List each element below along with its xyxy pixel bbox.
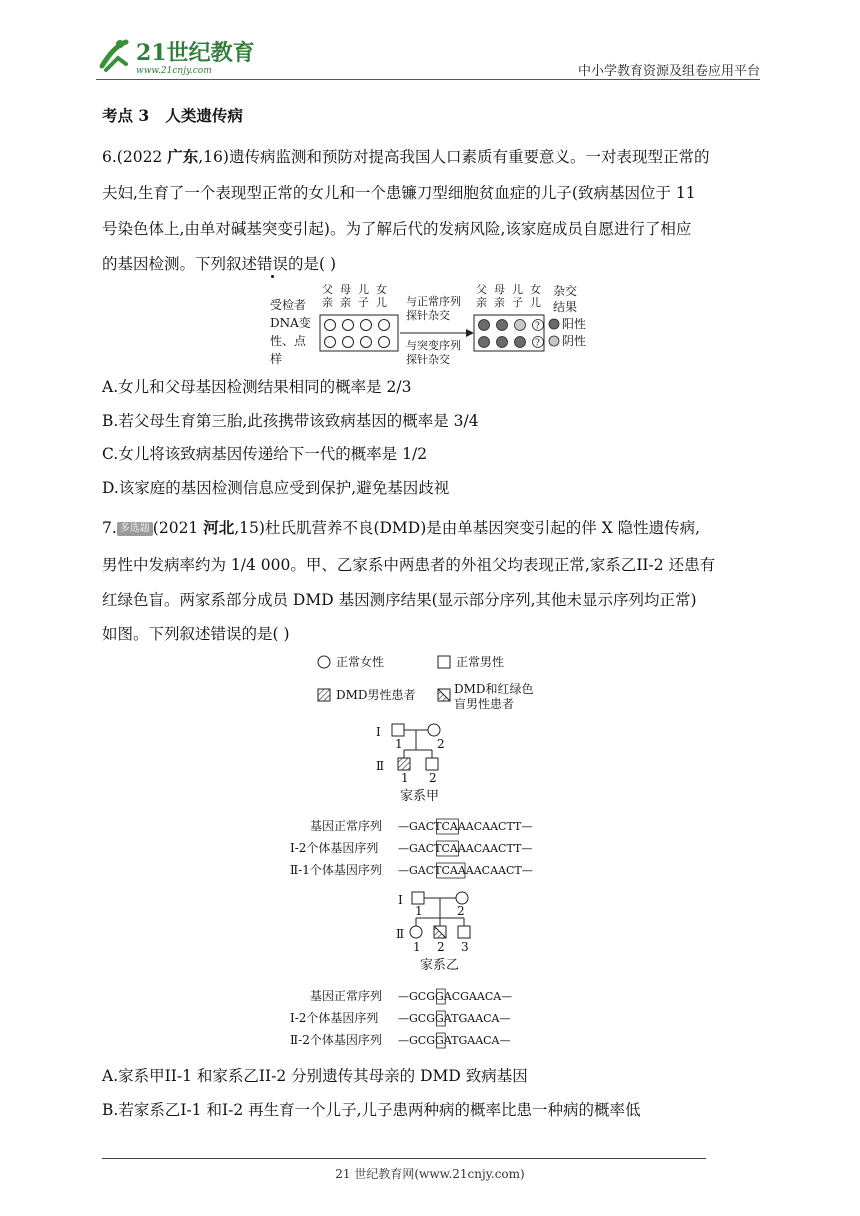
q6-emphasis-text: 错误: [257, 255, 289, 273]
member-label: 女儿: [530, 283, 541, 309]
sequence-text: —GCGGATGAACA—: [398, 1034, 511, 1047]
famB-sequence-table: [290, 988, 512, 1048]
result-circle-positive: [479, 337, 490, 348]
result-circle-negative: [515, 320, 526, 331]
q6-option-d: D.该家庭的基因检测信息应受到保护,避免基因歧视: [102, 479, 450, 497]
sequence-label: Ⅱ-1个体基因序列: [290, 863, 382, 877]
q6-option-b: B.若父母生育第三胎,此孩携带该致病基因的概率是 3/4: [102, 412, 479, 430]
q6-left-circles: [325, 320, 390, 348]
q7-line-1: [102, 518, 700, 538]
famA-I1-male: [392, 724, 404, 736]
legend-negative-dot: [549, 336, 559, 346]
famA-II1-num: 1: [401, 771, 409, 785]
result-circle-positive: [479, 320, 490, 331]
legend-normal-female: 正常女性: [336, 655, 385, 669]
legend-dmd-male: DMD男性患者: [336, 688, 416, 702]
runner-icon: [102, 40, 126, 70]
section-title: 人类遗传病: [165, 106, 243, 125]
member-label: 母亲: [340, 283, 351, 309]
q7-option-a: A.家系甲II-1 和家系乙II-2 分别遗传其母亲的 DMD 致病基因: [102, 1067, 528, 1085]
q6-stem-1: 遗传病监测和预防对提高我国人口素质有重要意义。一对表现型正常的: [228, 148, 710, 166]
legend-dmd-cb-male-1: DMD和红绿色: [454, 682, 534, 696]
famB-II3-num: 3: [461, 940, 469, 954]
q6-source-open: (2022: [116, 148, 168, 166]
sample-circle: [325, 337, 336, 348]
sequence-label: 基因正常序列: [310, 819, 383, 833]
legend-normal-female-icon: [318, 656, 330, 668]
famB-I2-num: 2: [457, 904, 465, 918]
sample-circle: [361, 320, 372, 331]
q6-left-label-3: 性、点: [270, 334, 307, 348]
q6-result-title-1: 杂交: [553, 284, 578, 298]
header-divider: [96, 79, 760, 80]
member-label: 父亲: [476, 283, 487, 309]
q6-probe-normal-1: 与正常序列: [406, 295, 461, 308]
famA-II2-num: 2: [429, 771, 437, 785]
q6-line-2: 夫妇,生育了一个表现型正常的女儿和一个患镰刀型细胞贫血症的儿子(致病基因位于 11: [102, 184, 696, 202]
q7-option-b: B.若家系乙I-1 和I-2 再生育一个儿子,儿子患两种病的概率比患一种病的概率低: [102, 1101, 641, 1119]
q6-result-title-2: 结果: [553, 300, 578, 314]
q6-number: 6.: [102, 148, 117, 166]
logo-text: 21世纪教育: [136, 40, 255, 66]
q6-left-label-2: DNA变: [270, 316, 311, 330]
sample-circle: [361, 337, 372, 348]
famB-I1-male: [412, 892, 424, 904]
q6-source-region: 广东: [167, 147, 199, 166]
q6-members-left: [322, 282, 387, 309]
legend-normal-male: 正常男性: [456, 655, 505, 669]
q6-probe-normal-2: 探针杂交: [406, 309, 450, 322]
legend-negative-label: 阴性: [562, 334, 587, 348]
unknown-mark: ?: [535, 338, 540, 349]
famB-I2-female: [456, 892, 468, 904]
q6-stem-4a: 的基因检测。下列叙述: [102, 255, 258, 273]
sequence-text: —GACTCAAACAACTT—: [398, 842, 533, 855]
legend-positive-dot: [549, 319, 559, 329]
multi-choice-tag: 多选题: [117, 522, 153, 536]
site-logo: [96, 36, 266, 76]
sequence-label: Ⅰ-2个体基因序列: [290, 841, 379, 855]
q6-option-a: A.女儿和父母基因检测结果相同的概率是 2/3: [102, 378, 412, 396]
famA-gen-II: Ⅱ: [376, 759, 385, 773]
q7-source-region: 河北: [203, 518, 235, 537]
famB-II1-female: [410, 926, 422, 938]
legend-positive-label: 阳性: [562, 317, 587, 331]
footer-divider: [102, 1158, 706, 1159]
member-label: 母亲: [494, 283, 505, 309]
famA-II1-affected-male: [398, 758, 410, 770]
result-circle-positive: [515, 337, 526, 348]
section-label: 考点 3: [102, 106, 150, 125]
q6-members-right: [476, 282, 541, 309]
q7-source-rest: ,15): [234, 519, 265, 537]
sequence-text: —GACTCAAAACAACT—: [398, 864, 533, 877]
q7-stem-1: 杜氏肌营养不良(DMD)是由单基因突变引起的伴 X 隐性遗传病,: [264, 519, 701, 537]
famA-sequence-table: [290, 818, 533, 878]
result-circle-positive: [497, 337, 508, 348]
q6-line-3: 号染色体上,由单对碱基突变引起)。为了解后代的发病风险,该家庭成员自愿进行了相应: [102, 220, 692, 238]
q7-line-3: 红绿色盲。两家系部分成员 DMD 基因测序结果(显示部分序列,其他未显示序列均正常): [102, 591, 697, 609]
sample-circle: [379, 320, 390, 331]
logo-url: www.21cnjy.com: [136, 66, 212, 76]
result-circle-positive: [497, 320, 508, 331]
sequence-label: Ⅱ-2个体基因序列: [290, 1033, 382, 1047]
member-label: 儿子: [512, 283, 523, 309]
q7-pedigree-figure: [280, 648, 600, 1056]
sequence-text: —GACTCAAACAACTT—: [398, 820, 533, 833]
member-label: 父亲: [322, 283, 333, 309]
q6-left-label-4: 样: [270, 352, 283, 366]
q6-result-circles: [479, 320, 544, 349]
famB-II1-num: 1: [413, 940, 421, 954]
sequence-label: Ⅰ-2个体基因序列: [290, 1011, 379, 1025]
legend-dmd-cb-male-2: 盲男性患者: [454, 697, 515, 711]
legend-normal-male-icon: [438, 656, 450, 668]
q7-line-2: 男性中发病率约为 1/4 000。甲、乙家系中两患者的外祖父均表现正常,家系乙II-2 还患有: [102, 556, 716, 574]
q7-source-open: (2021: [152, 519, 204, 537]
sample-circle: [325, 320, 336, 331]
q6-stem-4b: 的是( ): [288, 255, 337, 273]
famB-name: 家系乙: [420, 958, 460, 973]
sequence-text: —GCGGACGAACA—: [398, 990, 513, 1003]
famA-I2-num: 2: [437, 737, 445, 751]
famB-II2-num: 2: [437, 940, 445, 954]
q6-line-1: [102, 147, 709, 167]
legend-dmd-male-icon: [318, 689, 330, 701]
q6-probe-mutant-1: 与突变序列: [406, 339, 461, 352]
sequence-label: 基因正常序列: [310, 989, 383, 1003]
q7-number: 7.: [102, 519, 117, 537]
q6-source-rest: ,16): [198, 148, 229, 166]
sequence-text: —GCGGATGAACA—: [398, 1012, 511, 1025]
platform-name: 中小学教育资源及组卷应用平台: [577, 64, 760, 79]
page-footer: 21 世纪教育网(www.21cnjy.com): [335, 1167, 525, 1181]
q6-line-4: [102, 254, 336, 274]
famB-gen-I: Ⅰ: [398, 893, 403, 907]
q6-hybridization-figure: [270, 281, 600, 371]
page-header: [96, 36, 760, 80]
q6-probe-mutant-2: 探针杂交: [406, 353, 450, 366]
q6-emphasis-wrong: [257, 255, 288, 273]
famB-I1-num: 1: [415, 904, 423, 918]
q6-option-c: C.女儿将该致病基因传递给下一代的概率是 1/2: [102, 445, 428, 463]
q6-left-label-1: 受检者: [270, 298, 307, 312]
unknown-mark: ?: [535, 321, 540, 332]
famA-I1-num: 1: [395, 737, 403, 751]
famA-I2-female: [428, 724, 440, 736]
member-label: 儿子: [358, 283, 369, 309]
famB-gen-II: Ⅱ: [396, 927, 405, 941]
famB-II3-male: [458, 926, 470, 938]
famA-name: 家系甲: [400, 789, 440, 804]
member-label: 女儿: [376, 283, 387, 309]
famA-gen-I: Ⅰ: [376, 725, 381, 739]
q7-line-4: 如图。下列叙述错误的是( ): [102, 625, 290, 643]
sample-circle: [343, 337, 354, 348]
section-heading: [102, 106, 243, 126]
q6-arrow-head: [466, 329, 474, 337]
sample-circle: [343, 320, 354, 331]
famA-II2-male: [426, 758, 438, 770]
sample-circle: [379, 337, 390, 348]
